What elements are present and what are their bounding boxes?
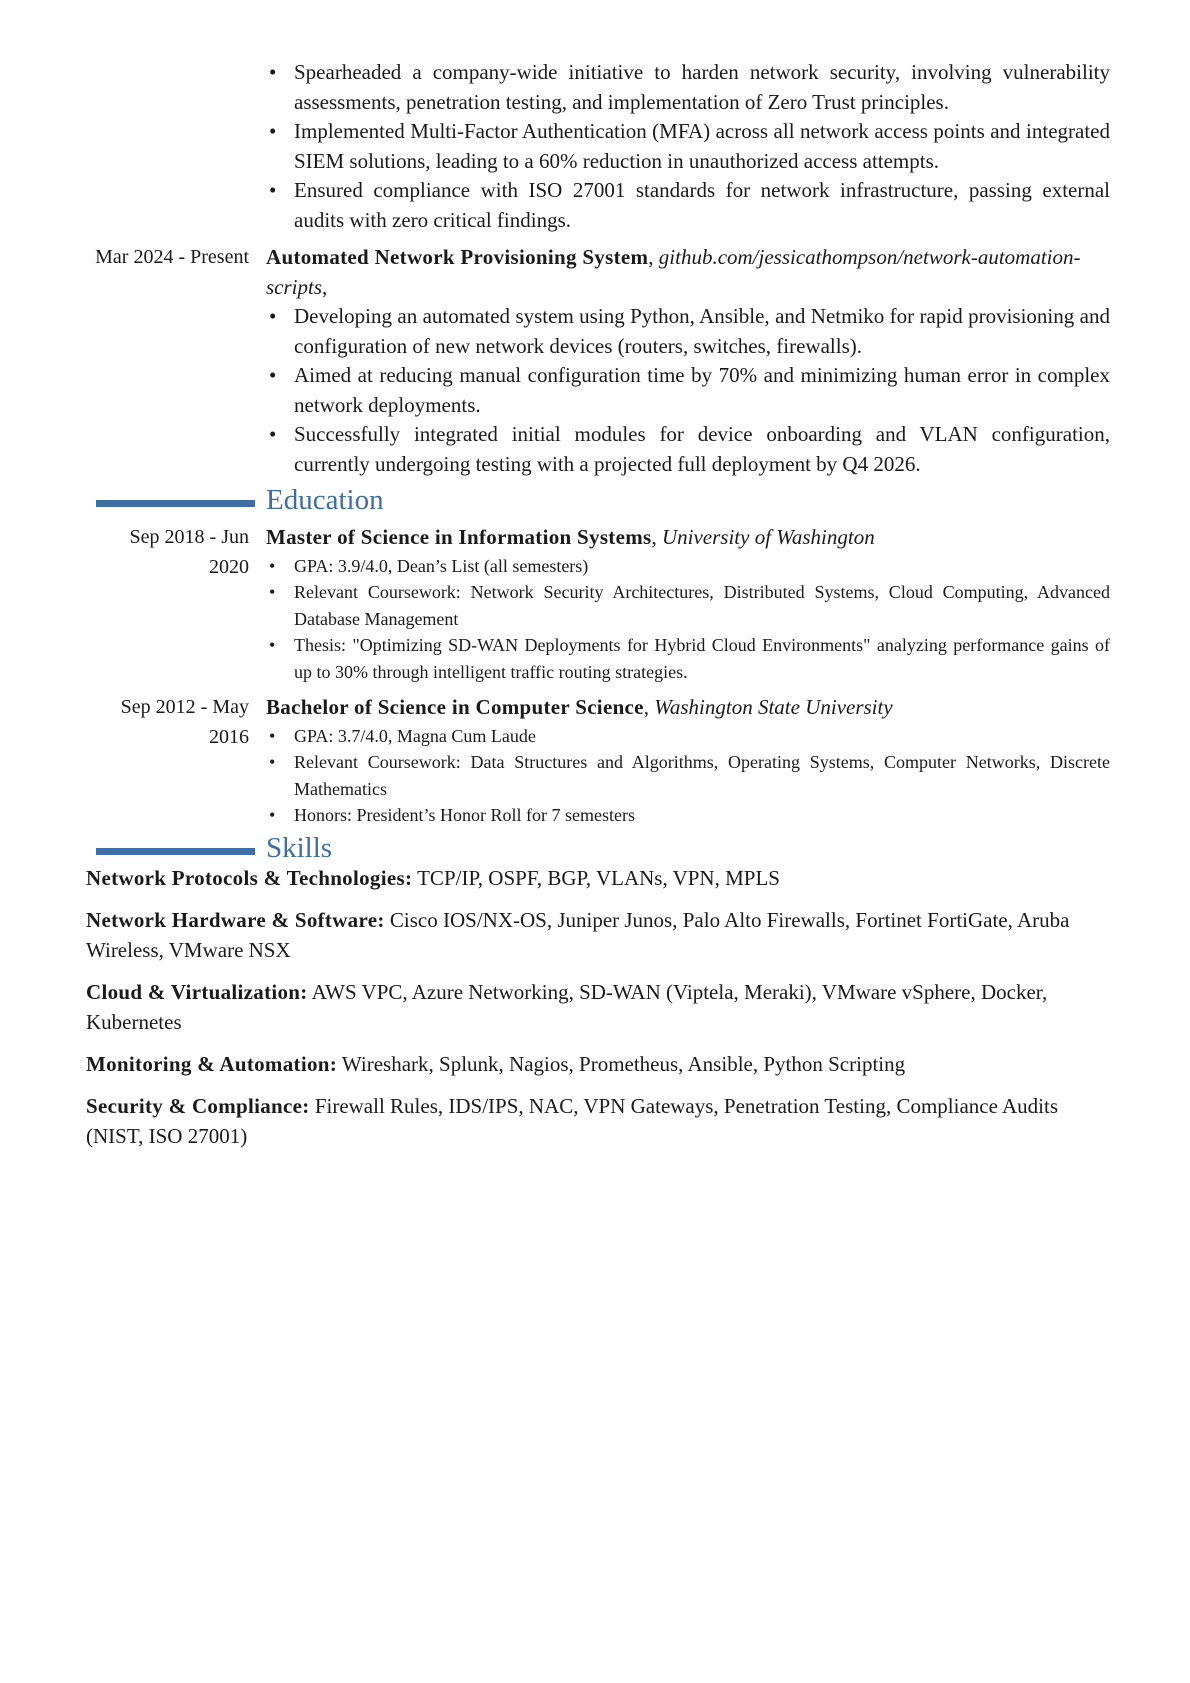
- list-item: • GPA: 3.7/4.0, Magna Cum Laude: [266, 723, 1110, 750]
- education-bullets: [266, 553, 1110, 686]
- section-accent-bar: [96, 848, 255, 855]
- skill-category: Network Protocols & Technologies:: [86, 865, 413, 890]
- skill-category: Cloud & Virtualization:: [86, 979, 308, 1004]
- project-title: Automated Network Provisioning System: [266, 245, 649, 269]
- education-bullets: [266, 723, 1110, 829]
- degree-title: Bachelor of Science in Computer Science: [266, 695, 644, 719]
- project-entry-automation: [86, 243, 1110, 479]
- education-entry-bachelors: [86, 693, 1110, 829]
- list-item: • Implemented Multi-Factor Authentication (MFA) across all network access points and integrated SIEM solutions, leading to a 60% reduction in unauthorized access attempts.: [266, 117, 1110, 176]
- entry-title: Automated Network Provisioning System, github.com/jessicathompson/network-automation-scripts,: [266, 245, 1081, 299]
- skill-row: [86, 905, 1096, 965]
- project-link[interactable]: github.com/jessicathompson/network-automation-scripts: [266, 245, 1081, 299]
- section-title: Skills: [266, 831, 333, 864]
- entry-date: Mar 2024 - Present: [95, 246, 249, 268]
- entry-date: Sep 2018 - Jun 2020: [129, 526, 249, 578]
- entry-title: Master of Science in Information Systems, University of Washington: [266, 525, 875, 549]
- skill-category: Security & Compliance:: [86, 1093, 310, 1118]
- skill-values: AWS VPC, Azure Networking, SD-WAN (Viptela, Meraki), VMware vSphere, Docker, Kubernetes: [86, 979, 1048, 1034]
- list-item: • Honors: President’s Honor Roll for 7 semesters: [266, 802, 1110, 829]
- list-item: • Successfully integrated initial modules for device onboarding and VLAN configuration, currently undergoing testing with a projected full deployment by Q4 2026.: [266, 420, 1110, 479]
- skill-row: [86, 977, 1096, 1037]
- skill-category: Network Hardware & Software:: [86, 907, 385, 932]
- list-item: • Ensured compliance with ISO 27001 standards for network infrastructure, passing external audits with zero critical findings.: [266, 176, 1110, 235]
- section-heading-skills: [86, 831, 1190, 871]
- section-heading-education: [86, 484, 1190, 523]
- skill-row: [86, 1049, 1096, 1079]
- section-accent-bar: [96, 500, 255, 507]
- school-name: Washington State University: [654, 695, 893, 719]
- list-item: • GPA: 3.9/4.0, Dean’s List (all semesters): [266, 553, 1110, 580]
- previous-project-bullets: [266, 58, 1110, 235]
- previous-project-entry: [86, 58, 1110, 235]
- list-item: • Thesis: "Optimizing SD-WAN Deployments for Hybrid Cloud Environments" analyzing performance gains of up to 30% through intelligent traffic routing strategies.: [266, 632, 1110, 685]
- project-bullets: [266, 302, 1110, 479]
- entry-title: Bachelor of Science in Computer Science, Washington State University: [266, 695, 893, 719]
- skills-list: [86, 863, 1096, 1151]
- skill-values: TCP/IP, OSPF, BGP, VLANs, VPN, MPLS: [412, 865, 780, 890]
- skill-row: [86, 1091, 1096, 1151]
- entry-date: Sep 2012 - May 2016: [120, 696, 249, 748]
- skill-values: Cisco IOS/NX-OS, Juniper Junos, Palo Alto Firewalls, Fortinet FortiGate, Aruba Wireless, VMware NSX: [86, 907, 1070, 962]
- list-item: • Relevant Coursework: Network Security Architectures, Distributed Systems, Cloud Computing, Advanced Database Management: [266, 579, 1110, 632]
- list-item: • Relevant Coursework: Data Structures and Algorithms, Operating Systems, Computer Networks, Discrete Mathematics: [266, 749, 1110, 802]
- section-title: Education: [266, 484, 384, 516]
- skill-values: Wireshark, Splunk, Nagios, Prometheus, Ansible, Python Scripting: [337, 1051, 906, 1076]
- list-item: • Developing an automated system using Python, Ansible, and Netmiko for rapid provisioning and configuration of new network devices (routers, switches, firewalls).: [266, 302, 1110, 361]
- education-entry-masters: [86, 523, 1110, 685]
- skill-category: Monitoring & Automation:: [86, 1051, 338, 1076]
- degree-title: Master of Science in Information Systems: [266, 525, 652, 549]
- skill-values: Firewall Rules, IDS/IPS, NAC, VPN Gateways, Penetration Testing, Compliance Audits (NIST, ISO 27001): [86, 1093, 1059, 1148]
- list-item: • Aimed at reducing manual configuration time by 70% and minimizing human error in complex network deployments.: [266, 361, 1110, 420]
- school-name: University of Washington: [661, 525, 875, 549]
- list-item: • Spearheaded a company-wide initiative to harden network security, involving vulnerability assessments, penetration testing, and implementation of Zero Trust principles.: [266, 58, 1110, 117]
